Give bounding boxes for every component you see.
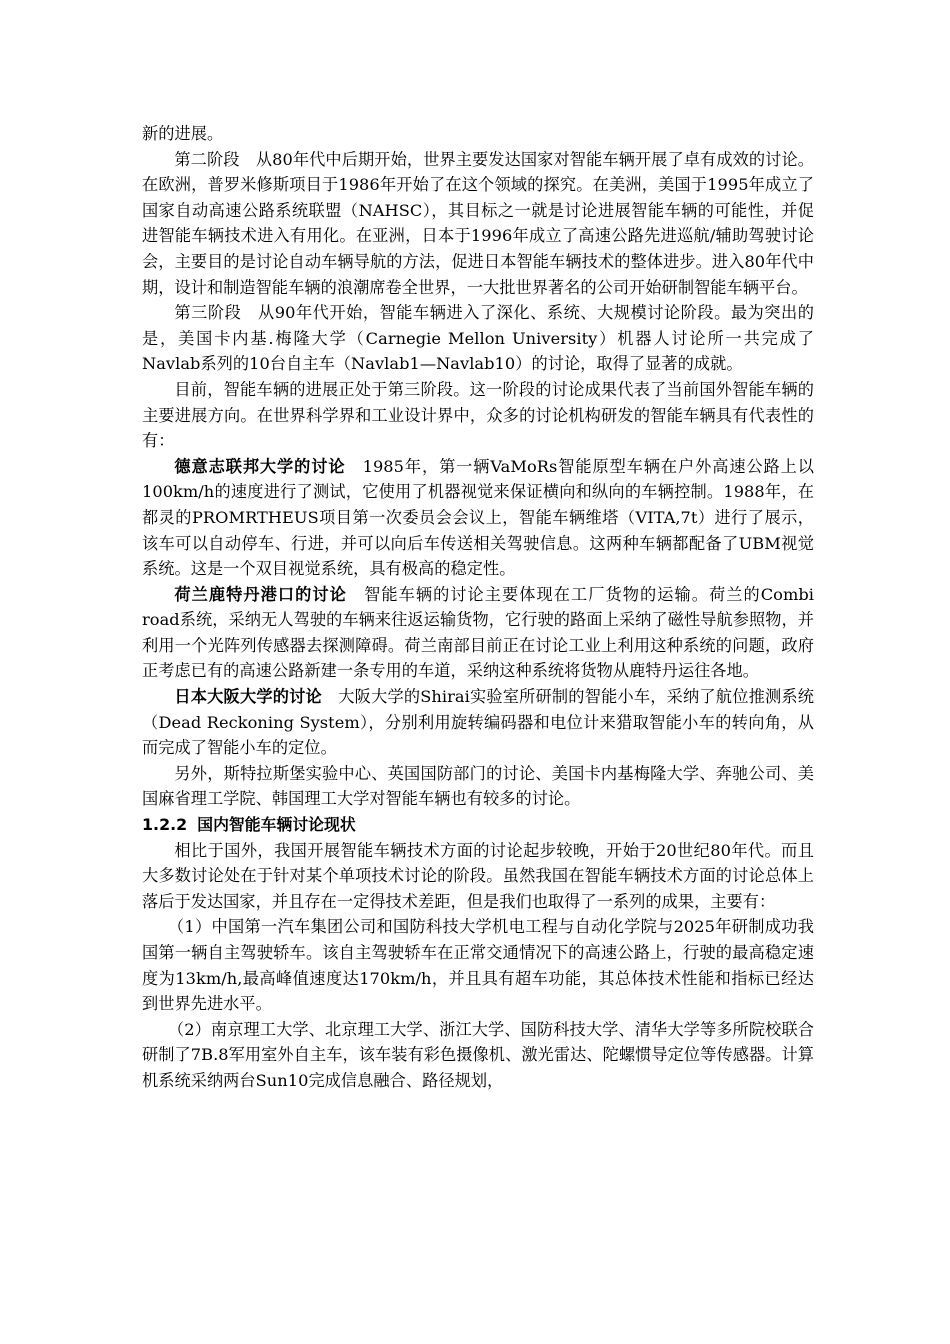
paragraph-others: 另外，斯特拉斯堡实验中心、英国国防部门的讨论、美国卡内基梅隆大学、奔驰公司、美国麻省理工学院、韩国理工大学对智能车辆也有较多的讨论。	[142, 763, 814, 809]
text-germany: 1985年，第一辆VaMoRs智能原型车辆在户外高速公路上以100km/h的速度进行了测试，它使用了机器视觉来保证横向和纵向的车辆控制。1988年，在都灵的PROMRTHEUS项目第一次委员会会议上，智能车辆维塔（VITA,7t）进行了展示，该车可以自动停车、行进，并可以向后车传送相关驾驶信息。这两种车辆都配备了UBM视觉系统。这是一个双目视觉系统，具有极高的稳定性。	[142, 456, 814, 579]
lead-germany: 德意志联邦大学的讨论	[174, 456, 346, 476]
paragraph-item-1: （1）中国第一汽车集团公司和国防科技大学机电工程与自动化学院与2025年研制成功我国第一辆自主驾驶轿车。该自主驾驶轿车在正常交通情况下的高速公路上，行驶的最高稳定速度为13km/h,最高峰值速度达170km/h，并且具有超车功能，其总体技术性能和指标已经达到世界先进水平。	[142, 917, 814, 1014]
paragraph-item-2: （2）南京理工大学、北京理工大学、浙江大学、国防科技大学、清华大学等多所院校联合研制了7B.8军用室外自主车，该车装有彩色摄像机、激光雷达、陀螺惯导定位等传感器。计算机系统采纳两台Sun10完成信息融合、路径规划，	[142, 1019, 814, 1090]
paragraph-stage-two: 第二阶段 从80年代中后期开始，世界主要发达国家对智能车辆开展了卓有成效的讨论。在欧洲，普罗米修斯项目于1986年开始了在这个领域的探究。在美洲，美国于1995年成立了国家自动高速公路系统联盟（NAHSC），其目标之一就是讨论进展智能车辆的可能性，并促进智能车辆技术进入有用化。在亚洲，日本于1996年成立了高速公路先进巡航/辅助驾驶讨论会，主要目的是讨论自动车辆导航的方法，促进日本智能车辆技术的整体进步。进入80年代中期，设计和制造智能车辆的浪潮席卷全世界，一大批世界著名的公司开始研制智能车辆平台。	[142, 149, 814, 297]
paragraph-netherlands	[142, 582, 814, 684]
paragraph-domestic-intro: 相比于国外，我国开展智能车辆技术方面的讨论起步较晚，开始于20世纪80年代。而且大多数讨论处在于针对某个单项技术讨论的阶段。虽然我国在智能车辆技术方面的讨论总体上落后于发达国家，并且存在一定得技术差距，但是我们也取得了一系列的成果，主要有：	[142, 840, 814, 911]
section-title: 国内智能车辆讨论现状	[197, 815, 356, 835]
paragraph-stage-three: 第三阶段 从90年代开始，智能车辆进入了深化、系统、大规模讨论阶段。最为突出的是，美国卡内基.梅隆大学（Carnegie Mellon University）机器人讨论所一共完成了Navlab系列的10台自主车（Navlab1—Navlab10）的讨论，取得了显著的成就。	[142, 303, 814, 374]
lead-netherlands: 荷兰鹿特丹港口的讨论	[174, 584, 347, 604]
text-japan: 大阪大学的Shirai实验室所研制的智能小车，采纳了航位推测系统（Dead Reckoning System），分别利用旋转编码器和电位计来猎取智能小车的转向角，从而完成了智能小车的定位。	[142, 687, 814, 758]
lead-japan: 日本大阪大学的讨论	[174, 687, 322, 707]
section-heading	[142, 812, 814, 838]
paragraph-continuation: 新的进展。	[142, 124, 224, 143]
section-number: 1.2.2	[142, 815, 188, 835]
paragraph-current-status: 目前，智能车辆的进展正处于第三阶段。这一阶段的讨论成果代表了当前国外智能车辆的主要进展方向。在世界科学界和工业设计界中，众多的讨论机构研发的智能车辆具有代表性的有：	[142, 379, 814, 451]
paragraph-germany	[142, 454, 814, 582]
paragraph-japan	[142, 684, 814, 761]
text-netherlands: 智能车辆的讨论主要体现在工厂货物的运输。荷兰的Combi road系统，采纳无人驾驶的车辆来往返运输货物，它行驶的路面上采纳了磁性导航参照物，并利用一个光阵列传感器去探测障碍。荷兰南部目前正在讨论工业上利用这种系统的问题，政府正考虑已有的高速公路新建一条专用的车道，采纳这种系统将货物从鹿特丹运往各地。	[142, 584, 814, 681]
document-body	[142, 121, 814, 1094]
